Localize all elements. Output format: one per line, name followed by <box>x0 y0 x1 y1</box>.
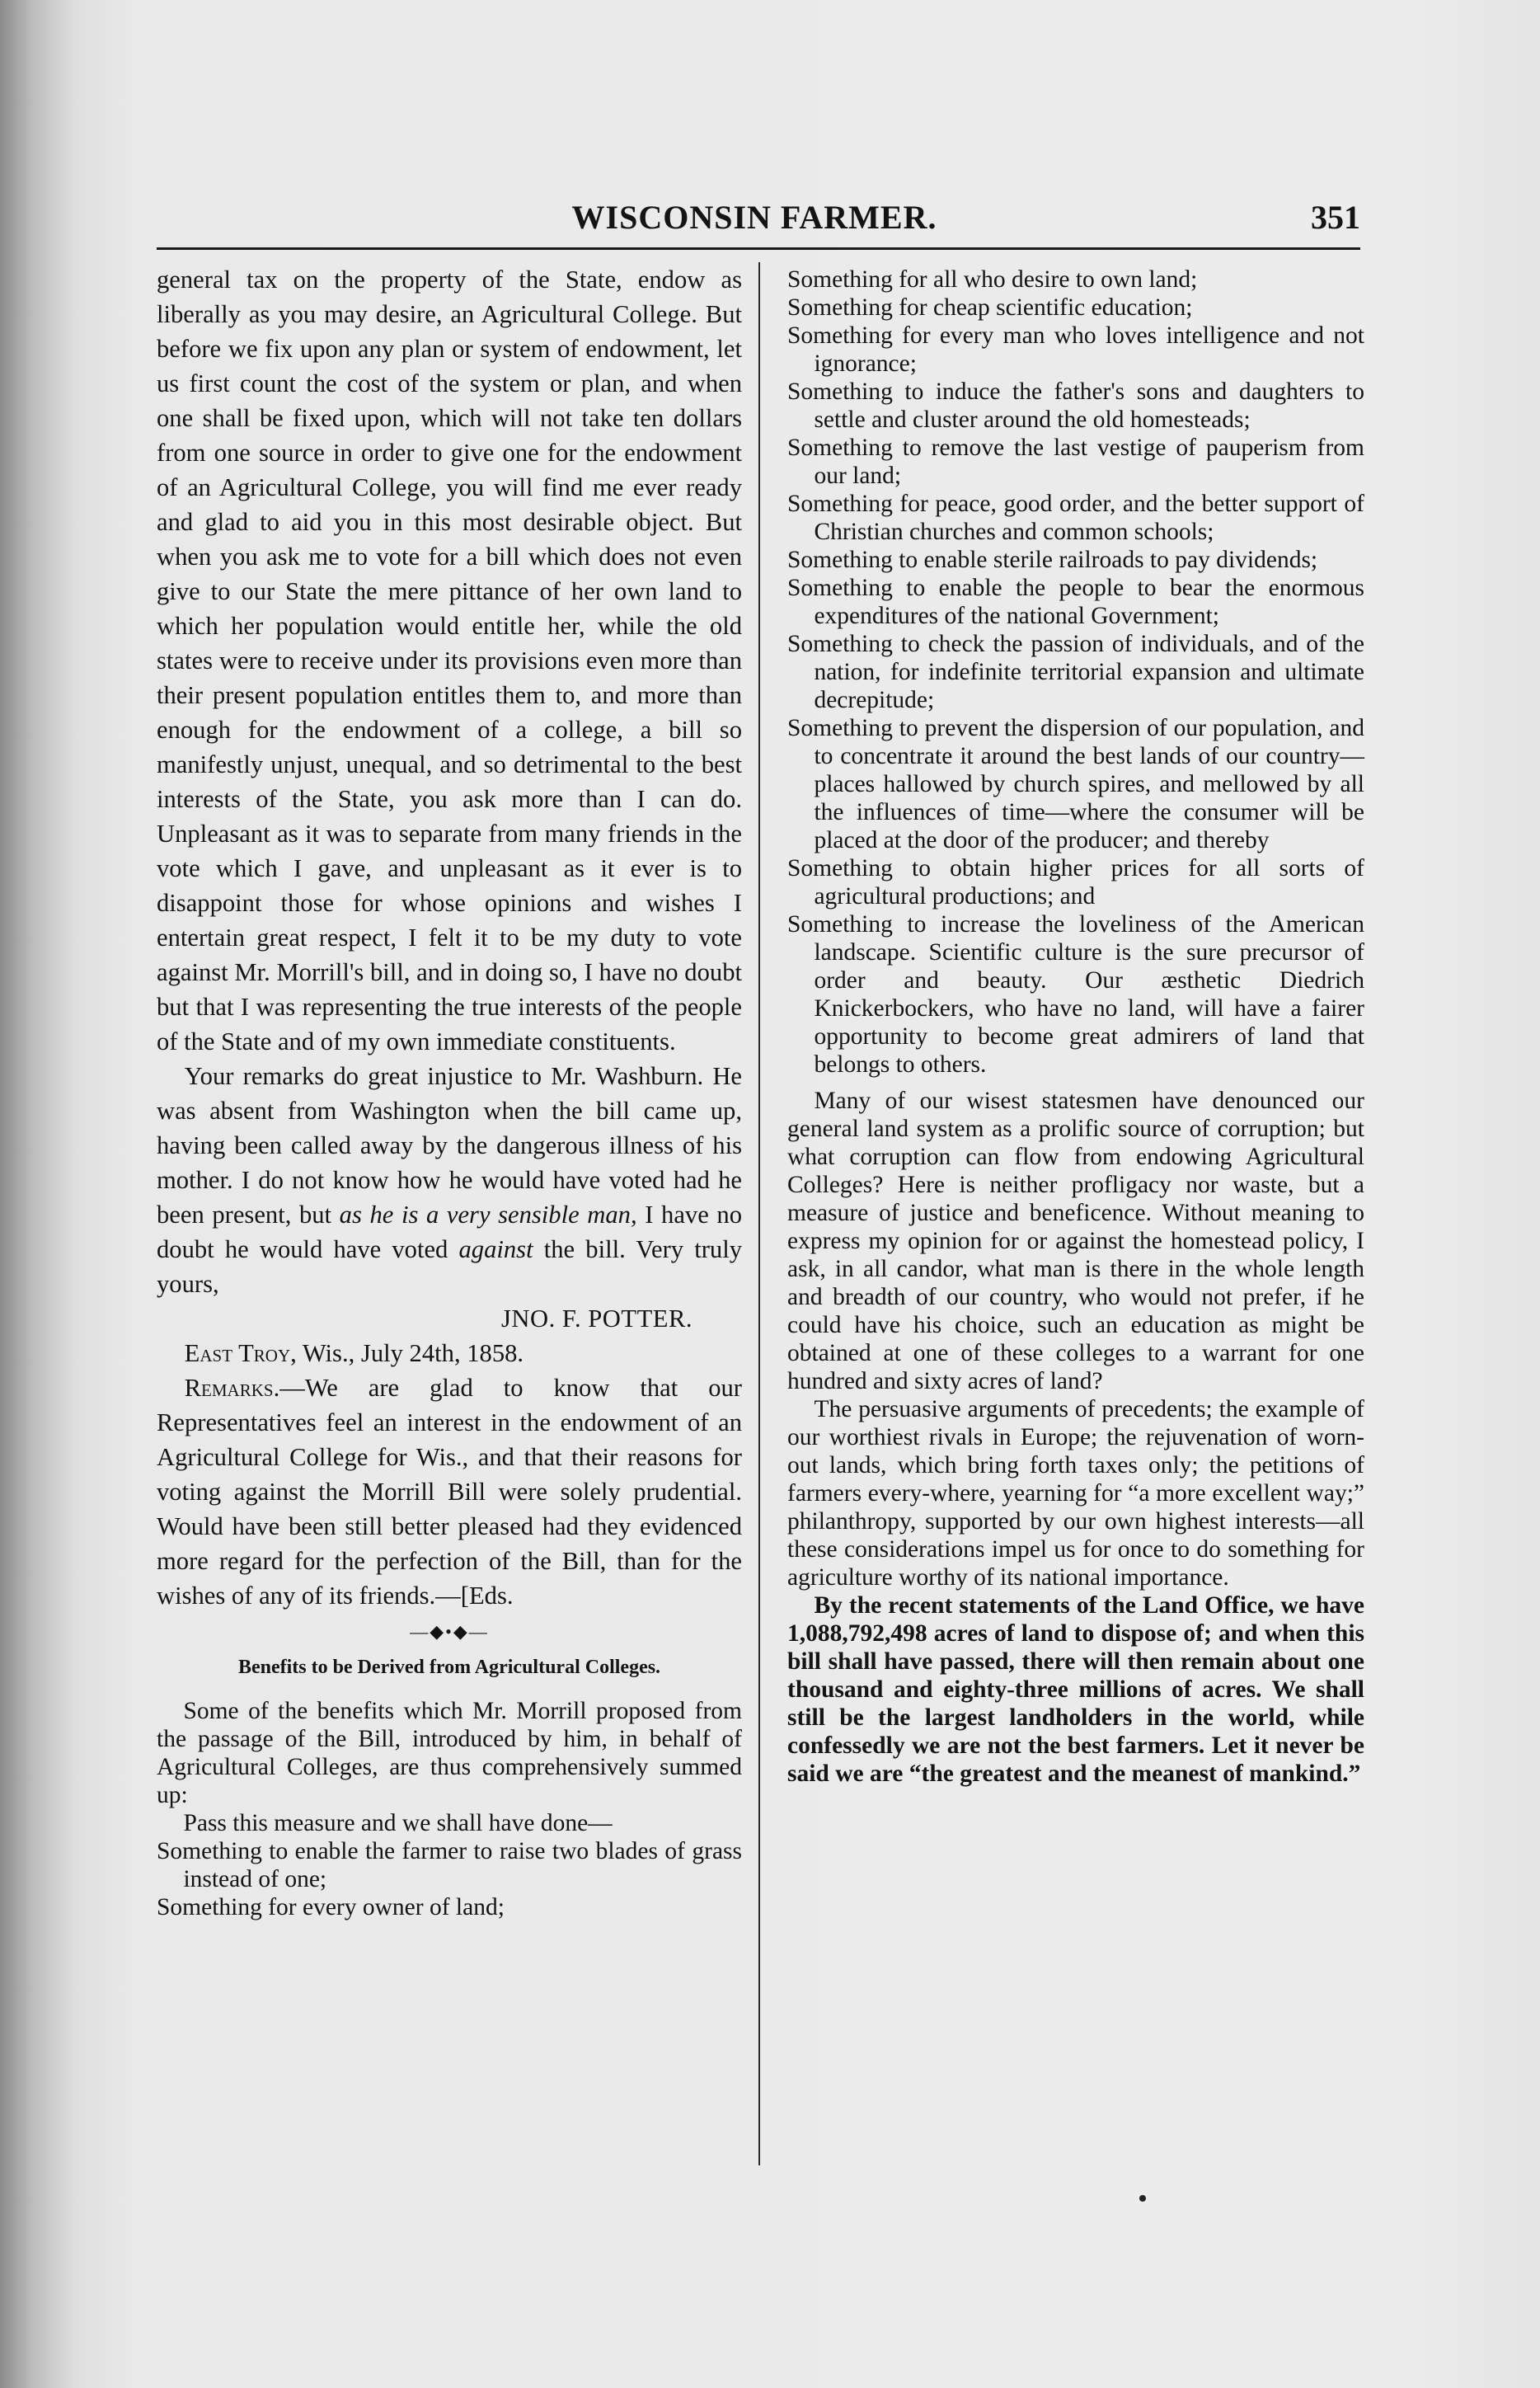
section-ornament: —◆•◆— <box>410 1621 489 1642</box>
editor-note <box>157 1370 742 1613</box>
page-number: 351 <box>1311 199 1360 236</box>
article-intro: Some of the benefits which Mr. Morrill proposed from the passage of the Bill, introduced by him, in behalf of Agricultural Colleges, are thus comprehensively summed up: <box>157 1698 742 1808</box>
letter-italic: against <box>458 1235 533 1263</box>
letter-text: the bill. Very truly yours, <box>157 1235 742 1298</box>
letter-paragraph <box>157 1059 742 1301</box>
article-heading: Benefits to be Derived from Agricultural Colleges. <box>237 1657 661 1678</box>
list-intro: Pass this measure and we shall have done— <box>183 1810 613 1836</box>
list-item: Something for peace, good order, and the better support of Christian churches and common schools; <box>787 491 1364 545</box>
right-column <box>787 266 1364 1788</box>
list-item: Something to enable the farmer to raise two blades of grass instead of one; <box>157 1838 742 1892</box>
list-item: Something for every owner of land; <box>157 1894 505 1920</box>
column-divider <box>758 262 760 2165</box>
article-paragraph: By the recent statements of the Land Office, we have 1,088,792,498 acres of land to dispose of; and when this bill shall have passed, there will then remain about one thousand and eighty-three millions of acres. We shall still be the largest landholders in the world, while confessedly we are not the best farmers. Let it never be said we are “the greatest and the meanest of mankind.” <box>787 1592 1364 1787</box>
list-item: Something for every man who loves intelligence and not ignorance; <box>787 322 1364 377</box>
running-header <box>148 198 1360 247</box>
dateline <box>157 1336 742 1370</box>
header-rule <box>157 247 1360 250</box>
letter-italic: as he is a very sensible man, <box>339 1201 637 1229</box>
list-item: Something for all who desire to own land; <box>787 266 1198 293</box>
dateline-place: East Troy, <box>184 1339 297 1367</box>
list-item: Something to check the passion of individuals, and of the nation, for indefinite territorial expansion and ultimate decrepitude; <box>787 631 1364 713</box>
dateline-date: Wis., July 24th, 1858. <box>302 1339 524 1367</box>
letter-text: Your remarks do great injustice to Mr. Washburn. He was absent from Washington when the bill came up, having been called away by the dangerous illness of his mother. I do not know how he would have voted had he been present, but <box>157 1062 742 1229</box>
letter-body: general tax on the property of the State, endow as liberally as you may desire, an Agricultural College. But before we fix upon any plan or system of endowment, let us first count the cost of the system or plan, and when one shall be fixed upon, which will not take ten dollars from one source in order to give one for the endowment of an Agricultural College, you will find me ever ready and glad to aid you in this most desirable object. But when you ask me to vote for a bill which does not even give to our State the mere pittance of her own land to which her population would entitle her, while the old states were to receive under its provisions even more than their present population entitles them to, and more than enough for the endowment of a college, a bill so manifestly unjust, unequal, and so detrimental to the best interests of the State, you ask more than I can do. Unpleasant as it was to separate from many friends in the vote which I gave, and unpleasant as it ever is to disappoint those for whose opinions and wishes I entertain great respect, I felt it to be my duty to vote against Mr. Morrill's bill, and in doing so, I have no doubt but that I was representing the true interests of the people of the State and of my own immediate constituents. <box>157 266 742 1055</box>
list-item: Something to prevent the dispersion of our population, and to concentrate it around the best lands of our country—places hallowed by church spires, and mellowed by all the influences of time—where the consumer will be placed at the door of the producer; and thereby <box>787 715 1364 853</box>
list-item: Something to induce the father's sons and daughters to settle and cluster around the old homesteads; <box>787 378 1364 433</box>
editor-label: Remarks. <box>184 1374 280 1402</box>
running-title: WISCONSIN FARMER. <box>571 199 937 236</box>
article-paragraph: The persuasive arguments of precedents; the example of our worthiest rivals in Europe; the rejuvenation of worn-out lands, which bring forth taxes only; the petitions of farmers every-where, yearning for “a more excellent way;” philanthropy, supported by our own highest interests—all these considerations impel us for once to do something for agriculture worthy of its national importance. <box>787 1396 1364 1591</box>
signature: JNO. F. POTTER. <box>501 1304 693 1333</box>
ink-dot <box>1139 2195 1146 2202</box>
list-item: Something to enable sterile railroads to pay dividends; <box>787 547 1318 573</box>
list-item: Something to enable the people to bear the enormous expenditures of the national Government; <box>787 575 1364 629</box>
list-item: Something for cheap scientific education; <box>787 294 1193 321</box>
list-item: Something to increase the loveliness of the American landscape. Scientific culture is the sure precursor of order and beauty. Our æsthetic Diedrich Knickerbockers, who have no land, will have a fairer opportunity to become great admirers of land that belongs to others. <box>787 911 1364 1078</box>
article-paragraph: Many of our wisest statesmen have denounced our general land system as a prolific source of corruption; but what corruption can flow from endowing Agricultural Colleges? Here is neither profligacy nor waste, but a measure of justice and beneficence. Without meaning to express my opinion for or against the homestead policy, I ask, in all candor, what man is there in the whole length and breadth of our country, who would not prefer, if he could have his choice, such an education as might be obtained at one of these colleges to a warrant for one hundred and sixty acres of land? <box>787 1088 1364 1394</box>
editor-text: —We are glad to know that our Representatives feel an interest in the endowment of an Agricultural College for Wis., and that their reasons for voting against the Morrill Bill were solely prudential. Would have been still better pleased had they evidenced more regard for the perfection of the Bill, than for the wishes of any of its friends.—[Eds. <box>157 1374 742 1610</box>
letter-text: I have no doubt he would have voted <box>157 1201 742 1263</box>
list-item: Something to obtain higher prices for all sorts of agricultural productions; and <box>787 855 1364 910</box>
list-item: Something to remove the last vestige of pauperism from our land; <box>787 435 1364 489</box>
left-column <box>157 262 742 1921</box>
